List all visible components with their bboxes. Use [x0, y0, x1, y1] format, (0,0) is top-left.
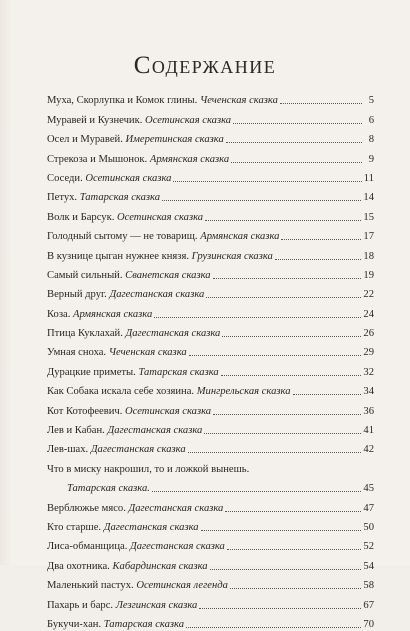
toc-entry-kind: Дагестанская сказка [90, 444, 186, 456]
toc-entry-title: Как Собака искала себе хозяина. [47, 386, 195, 398]
toc-entry-page: 17 [363, 231, 374, 243]
toc-entry-page: 6 [368, 114, 374, 126]
toc-entry-kind: Дагестанская сказка [103, 521, 199, 533]
toc-entry [47, 515, 374, 534]
dot-leader [199, 608, 361, 609]
dot-leader [189, 355, 362, 356]
toc-entry-page: 9 [368, 153, 374, 165]
dot-leader [210, 569, 362, 570]
dot-leader [154, 317, 361, 318]
toc-entry-page: 50 [363, 521, 374, 533]
toc-entry-kind: Чеченская сказка [199, 95, 278, 107]
toc-entry-page: 14 [363, 192, 374, 204]
toc-entry [47, 359, 374, 378]
toc-entry-kind: Дагестанская сказка [107, 425, 203, 437]
toc-entry [47, 204, 374, 223]
toc-entry-page: 47 [363, 502, 374, 514]
dot-leader [230, 588, 362, 589]
dot-leader [173, 181, 361, 182]
toc-entry-kind: Чеченская сказка [108, 347, 187, 359]
toc-entry [47, 553, 374, 572]
toc-entry-page: 58 [363, 580, 374, 592]
toc-entry-page: 42 [363, 444, 374, 456]
toc-entry-page: 52 [363, 541, 374, 553]
toc-entry-title: Муха, Скорлупка и Комок глины. [47, 95, 198, 107]
toc-entry-kind: Осетинская сказка [145, 114, 232, 126]
toc-entry-title: В кузнице цыган нужнее князя. [47, 250, 189, 262]
toc-entry-kind: Осетинская сказка [117, 211, 204, 223]
dot-leader [188, 452, 362, 453]
toc-entry-kind: Осетинская сказка [85, 172, 172, 184]
toc-entry [47, 612, 374, 631]
dot-leader [293, 394, 362, 395]
table-of-contents [47, 88, 374, 631]
toc-entry [47, 301, 374, 320]
toc-entry [47, 321, 374, 340]
toc-entry-page: 15 [363, 211, 374, 223]
dot-leader [186, 627, 361, 628]
toc-entry-kind: Дагестанская сказка [125, 328, 221, 340]
page-title: Содержание [133, 52, 277, 79]
toc-entry-page: 36 [363, 405, 374, 417]
toc-entry-page: 24 [363, 308, 374, 320]
toc-entry [47, 592, 374, 611]
toc-entry [47, 495, 374, 514]
toc-entry [47, 107, 374, 126]
toc-entry [47, 185, 374, 204]
toc-entry-page: 11 [363, 172, 374, 184]
toc-entry [47, 224, 374, 243]
toc-entry-title: Муравей и Кузнечик. [47, 114, 143, 126]
dot-leader [204, 433, 361, 434]
toc-entry-title: Птица Куклахай. [47, 328, 123, 340]
toc-entry [47, 263, 374, 282]
toc-entry [47, 437, 374, 456]
toc-entry-kind: Армянская сказка [200, 231, 280, 243]
toc-entry-title: Верный друг. [47, 289, 107, 301]
toc-entry-kind: Армянская сказка [73, 308, 153, 320]
dot-leader [213, 278, 362, 279]
toc-entry-title: Кто старше. [47, 521, 102, 533]
toc-entry-kind: Дагестанская сказка [128, 502, 224, 514]
toc-entry-title: Петух. [47, 192, 78, 204]
toc-entry-kind: Татарская сказка [79, 192, 161, 204]
dot-leader [162, 200, 361, 201]
dot-leader [231, 162, 362, 163]
dot-leader [152, 491, 362, 492]
toc-entry-kind: Дагестанская сказка [109, 289, 205, 301]
toc-entry-page: 8 [368, 134, 374, 146]
toc-entry-title: Голодный сытому — не товарищ. [47, 231, 198, 243]
toc-entry-title: Что в миску накрошил, то и ложкой вынешь. [47, 463, 250, 475]
toc-entry-title: Лев-шах. [47, 444, 89, 456]
toc-entry-page: 45 [363, 483, 374, 495]
toc-entry-kind: Сванетская сказка [125, 269, 211, 281]
toc-entry [47, 243, 374, 262]
dot-leader [206, 297, 361, 298]
toc-entry-title: Коза. [47, 308, 71, 320]
dot-leader [213, 414, 361, 415]
toc-entry [47, 146, 374, 165]
toc-entry-title: Стрекоза и Мышонок. [47, 153, 148, 165]
toc-entry-title: Верблюжье мясо. [47, 502, 126, 514]
dot-leader [225, 511, 361, 512]
dot-leader [226, 142, 362, 143]
toc-entry-kind: Армянская сказка [149, 153, 230, 165]
toc-entry-page: 19 [363, 269, 374, 281]
toc-entry [47, 282, 374, 301]
toc-entry-kind: Лезгинская сказка [115, 599, 198, 611]
dot-leader [280, 103, 362, 104]
toc-entry-title: Соседи. [47, 172, 83, 184]
toc-entry-title: Дурацкие приметы. [47, 366, 136, 378]
toc-entry-title: Осел и Муравей. [47, 134, 123, 146]
toc-entry-kind: Осетинская легенда [136, 580, 228, 592]
dot-leader [275, 259, 362, 260]
toc-entry-page: 70 [363, 618, 374, 630]
dot-leader [221, 375, 362, 376]
dot-leader [281, 239, 361, 240]
toc-entry-page: 41 [363, 425, 374, 437]
toc-entry-page: 29 [363, 347, 374, 359]
toc-entry-title: Лиса-обманщица. [47, 541, 128, 553]
toc-entry-kind: Татарская сказка [103, 618, 185, 630]
toc-entry-kind: Мингрельская сказка [196, 386, 291, 398]
toc-entry-title: Самый сильный. [47, 269, 123, 281]
toc-entry-title: Два охотника. [47, 560, 110, 572]
toc-entry-page: 32 [363, 366, 374, 378]
toc-entry-page: 26 [363, 328, 374, 340]
toc-entry [47, 127, 374, 146]
toc-entry-page: 22 [363, 289, 374, 301]
toc-entry-page: 18 [363, 250, 374, 262]
toc-entry [47, 534, 374, 553]
toc-entry [47, 418, 374, 437]
toc-entry [47, 88, 374, 107]
toc-entry-page: 5 [368, 95, 374, 107]
dot-leader [201, 530, 362, 531]
toc-entry [47, 398, 374, 417]
toc-entry [47, 379, 374, 398]
toc-entry-kind: Дагестанская сказка [130, 541, 225, 553]
toc-entry-kind: Кабардинская сказка [112, 560, 208, 572]
toc-entry-title: Умная сноха. [47, 347, 107, 359]
toc-entry-page: 54 [363, 560, 374, 572]
toc-entry-kind: Осетинская сказка [125, 405, 212, 417]
toc-entry [47, 166, 374, 185]
dot-leader [222, 336, 361, 337]
toc-entry [47, 340, 374, 359]
toc-entry-multiline-continuation [47, 476, 374, 495]
toc-entry-title: Лев и Кабан. [47, 425, 105, 437]
toc-entry-title: Букучи-хан. [47, 618, 102, 630]
toc-entry-kind: Грузинская сказка [191, 250, 273, 262]
toc-entry-kind: Татарская сказка. [67, 483, 150, 495]
dot-leader [205, 220, 361, 221]
toc-entry-title: Маленький пастух. [47, 580, 134, 592]
dot-leader [227, 549, 362, 550]
toc-entry-title: Пахарь и барс. [47, 599, 114, 611]
toc-entry-kind: Имеретинская сказка [125, 134, 224, 146]
toc-entry-multiline-first-line [47, 456, 374, 475]
toc-entry-page: 67 [363, 599, 374, 611]
dot-leader [233, 123, 362, 124]
toc-entry-title: Кот Котофеевич. [47, 405, 123, 417]
toc-entry [47, 573, 374, 592]
toc-entry-title: Волк и Барсук. [47, 211, 115, 223]
toc-entry-kind: Татарская сказка [138, 366, 219, 378]
toc-entry-page: 34 [363, 386, 374, 398]
